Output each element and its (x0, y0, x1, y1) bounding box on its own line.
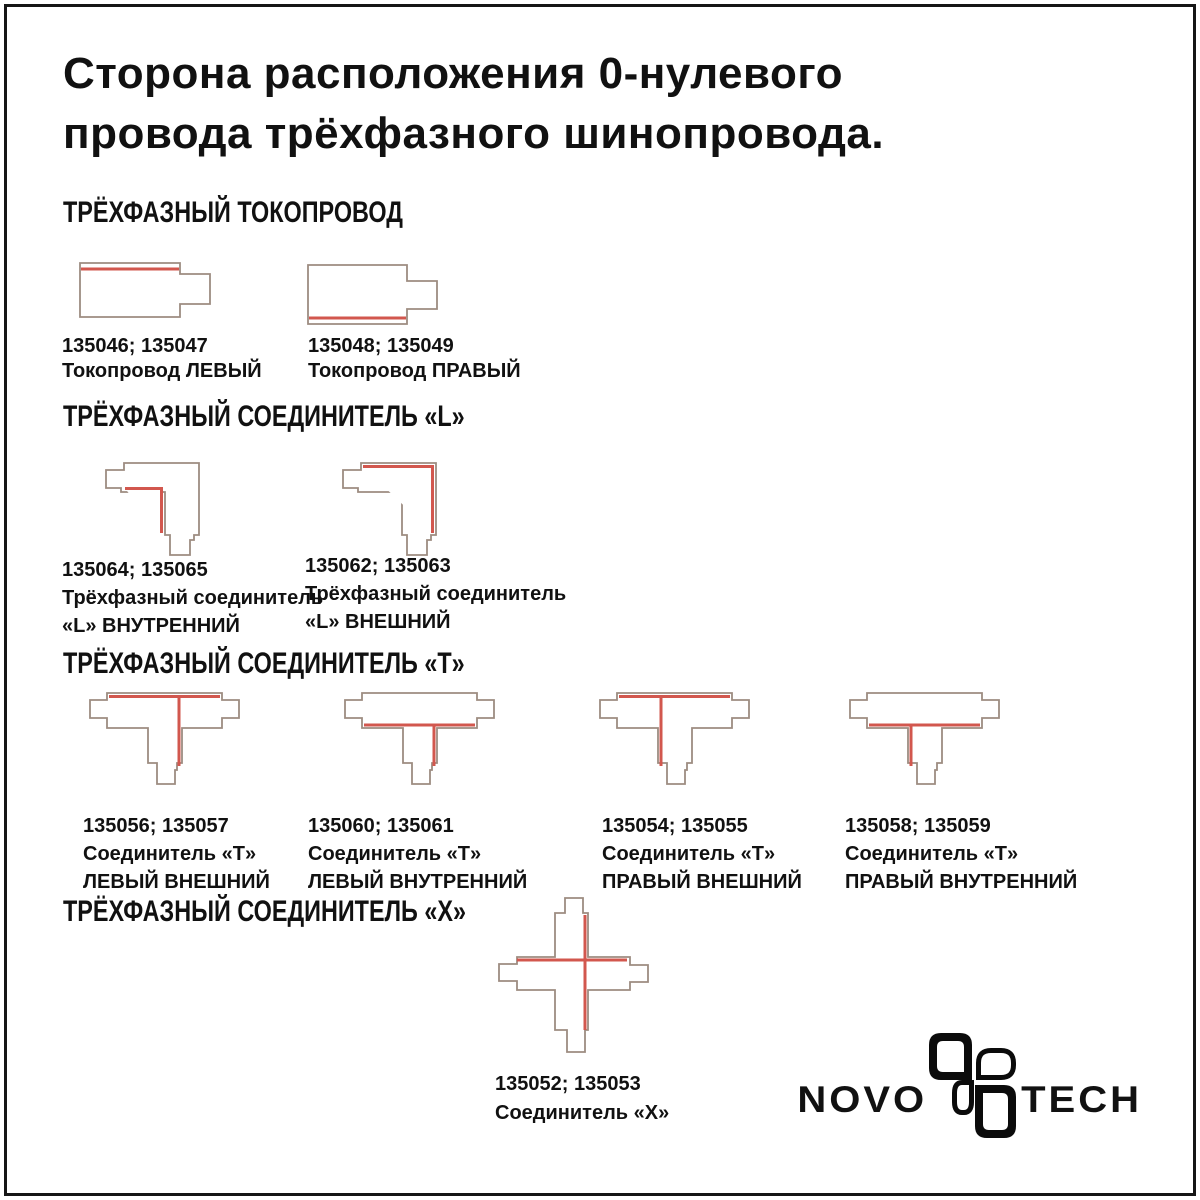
t1-codes: 135056; 135057 (83, 815, 229, 837)
t3-line2: ПРАВЫЙ ВНЕШНИЙ (602, 871, 802, 893)
label-t-left-inner (308, 812, 527, 896)
label-t-right-outer (602, 812, 802, 896)
label-t-left-outer (83, 812, 270, 896)
logo-text-novo: NOVO (797, 1079, 928, 1120)
l-outer-line2: «L» ВНЕШНИЙ (305, 611, 451, 633)
diagram-feed-left (79, 262, 211, 318)
logo-text-tech: TECH (1021, 1079, 1142, 1120)
t1-line1: Соединитель «Т» (83, 843, 257, 865)
petal-top-left (929, 1033, 972, 1080)
petal-top-right (979, 1051, 1014, 1078)
t2-line1: Соединитель «Т» (308, 843, 482, 865)
l-inner-line2: «L» ВНУТРЕННИЙ (62, 615, 240, 637)
label-l-outer (305, 552, 566, 636)
diagram-t-left-inner (343, 692, 495, 785)
label-feed-left (62, 334, 262, 384)
section-heading-feed: ТРЁХФАЗНЫЙ ТОКОПРОВОД (63, 196, 403, 229)
section-heading-x: ТРЁХФАЗНЫЙ СОЕДИНИТЕЛЬ «Х» (63, 895, 466, 928)
diagram-x-connector (497, 897, 652, 1053)
diagram-feed-right (307, 264, 438, 325)
t-outline (345, 693, 494, 784)
x-line1: Соединитель «Х» (495, 1102, 670, 1124)
t-outline (600, 693, 749, 784)
label-l-inner (62, 556, 323, 640)
petal-bottom-right (975, 1085, 1016, 1138)
page-title-line1: Сторона расположения 0-нулевого (63, 49, 843, 98)
petal-bottom-left (955, 1083, 972, 1113)
t-outline (90, 693, 239, 784)
diagram-t-right-outer (598, 692, 750, 785)
t-outline (850, 693, 999, 784)
t2-codes: 135060; 135061 (308, 815, 454, 837)
diagram-t-right-inner (848, 692, 1000, 785)
l-outer-line1: Трёхфазный соединитель (305, 583, 567, 605)
diagram-l-outer (342, 462, 437, 557)
x-outline (499, 898, 648, 1052)
section-heading-t: ТРЁХФАЗНЫЙ СОЕДИНИТЕЛЬ «Т» (63, 647, 465, 680)
feed-right-outline (308, 265, 437, 324)
neutral-wire-marker (125, 489, 162, 534)
page-title (63, 44, 884, 164)
novotech-logo (797, 1032, 1142, 1140)
l-outer-codes: 135062; 135063 (305, 555, 451, 577)
t4-line2: ПРАВЫЙ ВНУТРЕННИЙ (845, 871, 1078, 893)
l-inner-codes: 135064; 135065 (62, 559, 208, 581)
feed-right-name: Токопровод ПРАВЫЙ (308, 360, 521, 382)
t1-line2: ЛЕВЫЙ ВНЕШНИЙ (83, 871, 270, 893)
x-codes: 135052; 135053 (495, 1073, 641, 1095)
novotech-flower-icon (929, 1033, 1019, 1139)
t4-line1: Соединитель «Т» (845, 843, 1019, 865)
t3-line1: Соединитель «Т» (602, 843, 776, 865)
feed-left-outline (80, 263, 210, 317)
label-x-connector (495, 1070, 669, 1128)
t4-codes: 135058; 135059 (845, 815, 991, 837)
t3-codes: 135054; 135055 (602, 815, 748, 837)
feed-right-codes: 135048; 135049 (308, 335, 454, 357)
label-t-right-inner (845, 812, 1077, 896)
feed-left-codes: 135046; 135047 (62, 335, 208, 357)
feed-left-name: Токопровод ЛЕВЫЙ (62, 360, 262, 382)
diagram-t-left-outer (88, 692, 240, 785)
t2-line2: ЛЕВЫЙ ВНУТРЕННИЙ (308, 871, 528, 893)
l-inner-line1: Трёхфазный соединитель (62, 587, 324, 609)
label-feed-right (308, 334, 521, 384)
page-title-line2: провода трёхфазного шинопровода. (63, 109, 885, 158)
diagram-l-inner (105, 462, 200, 557)
section-heading-l: ТРЁХФАЗНЫЙ СОЕДИНИТЕЛЬ «L» (63, 400, 465, 433)
